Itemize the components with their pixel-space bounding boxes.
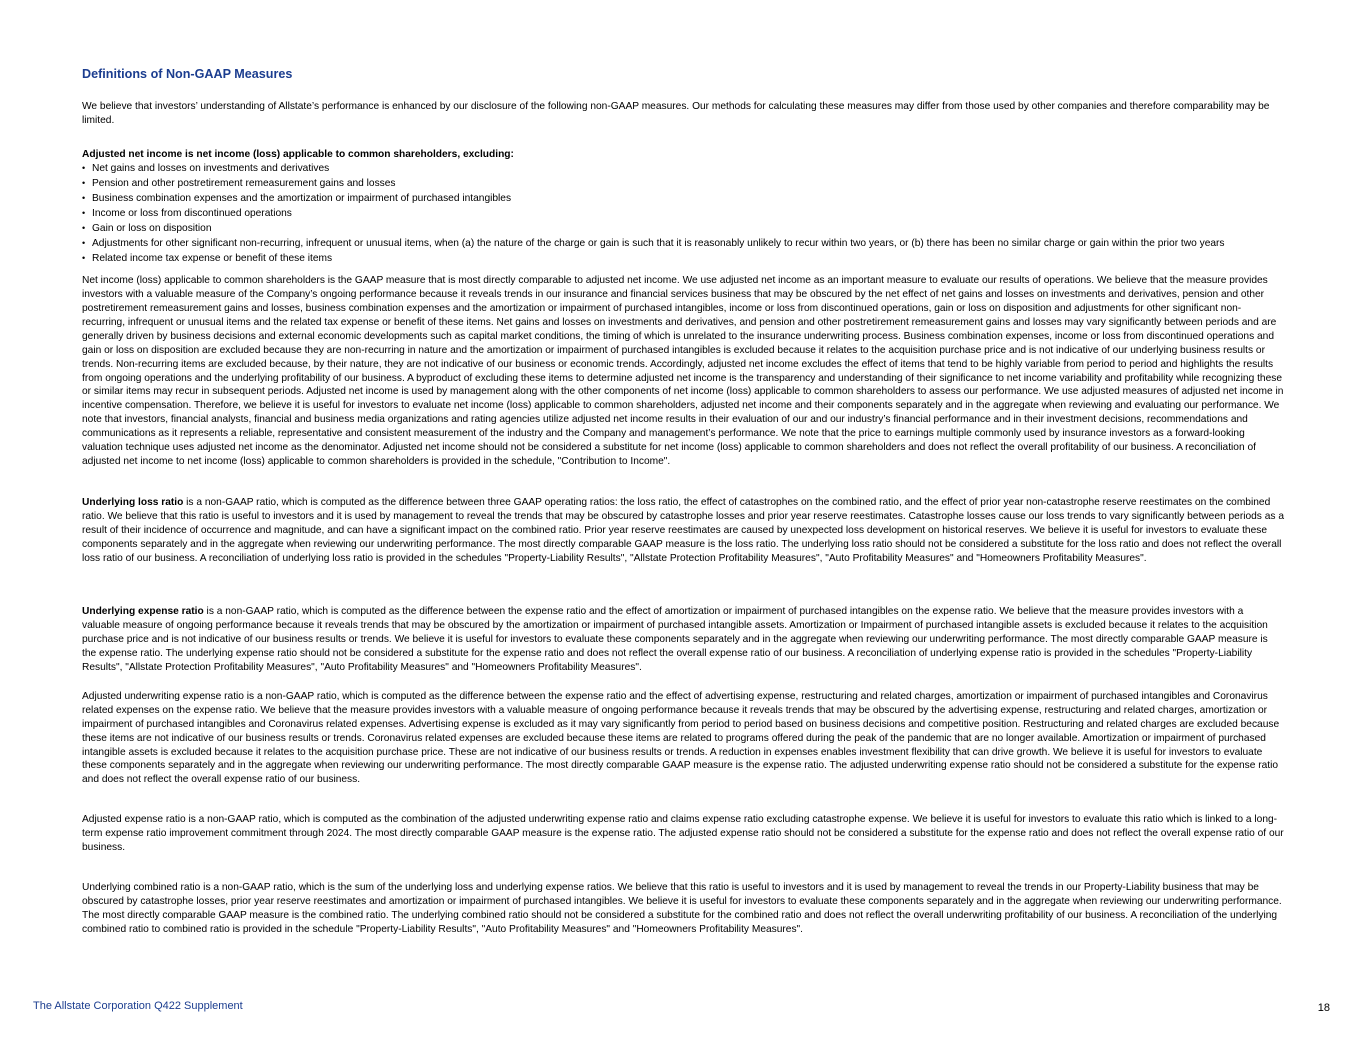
underlying-loss-ratio-paragraph xyxy=(82,496,1284,566)
underlying-expense-ratio-paragraph xyxy=(82,605,1284,675)
adjusted-net-income-exclusions-list xyxy=(82,162,1284,266)
adjusted-net-income-paragraph: Net income (loss) applicable to common shareholders is the GAAP measure that is most directly comparable to adjusted net income. We use adjusted net income as an important measure to evaluate our results of operations. We believe that the measure provides investors with a valuable measure of the Company’s ongoing performance because it reveals trends in our insurance and financial services business that may be obscured by the net effect of net gains and losses on investments and derivatives, pension and other postretirement remeasurement gains and losses, business combination expenses and the amortization or impairment of purchased intangibles, income or loss from discontinued operations, gain or loss on disposition and adjustments for other significant non-recurring, infrequent or unusual items and the related tax expense or benefit of these items. Net gains and losses on investments and derivatives, and pension and other postretirement remeasurement gains and losses may vary significantly between periods and are generally driven by business decisions and external economic developments such as capital market conditions, the timing of which is unrelated to the insurance underwriting process. Business combination expenses, income or loss from discontinued operations and gain or loss on disposition are excluded because they are non-recurring in nature and the amortization or impairment of purchased intangibles is excluded because it relates to the acquisition purchase price and is not indicative of our underlying business results or trends. Non-recurring items are excluded because, by their nature, they are not indicative of our business or economic trends. Accordingly, adjusted net income excludes the effect of items that tend to be highly variable from period to period and highlights the results from ongoing operations and the underlying profitability of our business. A byproduct of excluding these items to determine adjusted net income is the transparency and understanding of their significance to net income variability and profitability while recognizing these or similar items may recur in subsequent periods. Adjusted net income is used by management along with the other components of net income (loss) applicable to common shareholders to assess our performance. We use adjusted measures of adjusted net income in incentive compensation. Therefore, we believe it is useful for investors to evaluate net income (loss) applicable to common shareholders, adjusted net income and their components separately and in the aggregate when reviewing and evaluating our performance. We note that investors, financial analysts, financial and business media organizations and rating agencies utilize adjusted net income results in their evaluation of our and our industry’s financial performance and in their investment decisions, recommendations and communications as it represents a reliable, representative and consistent measurement of the industry and the Company and management’s performance. We note that the price to earnings multiple commonly used by insurance investors as a forward-looking valuation technique uses adjusted net income as the denominator. Adjusted net income should not be considered a substitute for net income (loss) applicable to common shareholders and does not reflect the overall profitability of our business. A reconciliation of adjusted net income to net income (loss) applicable to common shareholders is provided in the schedule, "Contribution to Income". xyxy=(82,275,1284,467)
underlying-expense-ratio-body: is a non-GAAP ratio, which is computed as the difference between the expense ratio and the effect of amortization or impairment of purchased intangibles on the expense ratio. We believe that the measure provides investors with a valuable measure of ongoing performance because it reveals trends that may be obscured by the amortization or impairment of purchased intangible assets. Amortization or Impairment of purchased intangible assets is excluded because it relates to the acquisition purchase price and is not indicative of our business results or trends. We believe it is useful for investors to evaluate these components separately and in the aggregate when reviewing our underwriting performance. The most directly comparable GAAP measure is the expense ratio. The underlying expense ratio should not be considered a substitute for the expense ratio and does not reflect the overall expense ratio of our business. A reconciliation of underlying expense ratio is provided in the schedules "Property-Liability Results", "Allstate Protection Profitability Measures", "Auto Profitability Measures" and "Homeowners Profitability Measures". xyxy=(82,606,1268,674)
footer-document-name: The Allstate Corporation Q422 Supplement xyxy=(33,1000,243,1012)
underlying-combined-ratio-paragraph: Underlying combined ratio is a non-GAAP ratio, which is the sum of the underlying loss and underlying expense ratios. We believe that this ratio is useful to investors and it is used by management to reveal the trends in our Property-Liability business that may be obscured by catastrophe losses, prior year reserve reestimates and amortization or impairment of purchased intangibles. We believe it is useful for investors to evaluate these components separately and in the aggregate when reviewing our underwriting performance. The most directly comparable GAAP measure is the combined ratio. The underlying combined ratio should not be considered a substitute for the combined ratio and does not reflect the overall underwriting profitability of our business. A reconciliation of the underlying combined ratio to combined ratio is provided in the schedule "Property-Liability Results", "Auto Profitability Measures" and "Homeowners Profitability Measures". xyxy=(82,882,1282,935)
page-number: 18 xyxy=(1317,1002,1330,1014)
list-item: • Gain or loss on disposition xyxy=(82,222,1284,236)
page-title: Definitions of Non-GAAP Measures xyxy=(82,67,293,81)
underlying-loss-ratio-body: is a non-GAAP ratio, which is computed as the difference between three GAAP operating ratios: the loss ratio, the effect of catastrophes on the combined ratio, and the effect of prior year non-catastrophe reserve reestimates on the combined ratio. We believe that this ratio is useful to investors and it is used by management to reveal the trends that may be obscured by catastrophe losses and prior year reserve reestimates. Catastrophe losses cause our loss trends to vary significantly between periods as a result of their incidence of occurrence and magnitude, and can have a significant impact on the combined ratio. Prior year reserve reestimates are caused by unexpected loss development on historical reserves. We believe it is useful for investors to evaluate these components separately and in the aggregate when reviewing our underwriting performance. The most directly comparable GAAP measure is the loss ratio. The underlying loss ratio should not be considered a substitute for the loss ratio and does not reflect the overall loss ratio of our business. A reconciliation of underlying loss ratio is provided in the schedules "Property-Liability Results", "Allstate Protection Profitability Measures", "Auto Profitability Measures" and "Homeowners Profitability Measures". xyxy=(82,496,1284,564)
list-item: • Pension and other postretirement remeasurement gains and losses xyxy=(82,177,1284,191)
adjusted-expense-ratio-paragraph: Adjusted expense ratio is a non-GAAP ratio, which is computed as the combination of the adjusted underwriting expense ratio and claims expense ratio excluding catastrophe expense. We believe it is useful for investors to evaluate this ratio which is linked to a long-term expense ratio improvement commitment through 2024. The most directly comparable GAAP measure is the expense ratio. The adjusted expense ratio should not be considered a substitute for the expense ratio and does not reflect the overall expense ratio of our business. xyxy=(82,814,1284,854)
list-item: • Net gains and losses on investments and derivatives xyxy=(82,162,1284,176)
list-item: • Business combination expenses and the amortization or impairment of purchased intangibles xyxy=(82,192,1284,206)
document-body xyxy=(82,66,1284,937)
list-item: • Income or loss from discontinued operations xyxy=(82,207,1284,221)
adjusted-net-income-heading: Adjusted net income is net income (loss) applicable to common shareholders, excluding: xyxy=(82,148,514,160)
underlying-expense-ratio-term: Underlying expense ratio xyxy=(82,606,204,618)
list-item: • Related income tax expense or benefit of these items xyxy=(82,252,1284,266)
adjusted-underwriting-expense-ratio-paragraph: Adjusted underwriting expense ratio is a non-GAAP ratio, which is computed as the difference between the expense ratio and the effect of advertising expense, restructuring and related charges, amortization or impairment of purchased intangibles and Coronavirus related expenses on the expense ratio. We believe that the measure provides investors with a valuable measure of ongoing performance because it reveals trends that may be obscured by the advertising expense, restructuring and related charges, amortization or impairment of purchased intangibles and Coronavirus related expenses. Advertising expense is excluded as it may vary significantly from period to period based on business decisions and competitive position. Restructuring and related charges are excluded because these items are not indicative of our business results or trends. Coronavirus related expenses are excluded because these items are related to programs offered during the peak of the pandemic that are no longer available. Amortization or impairment of purchased intangible assets is excluded because it relates to the acquisition purchase price. These are not indicative of our business results or trends. A reduction in expenses enables investment flexibility that can drive growth. We believe it is useful for investors to evaluate these components separately and in the aggregate when reviewing our underwriting performance. The most directly comparable GAAP measure is the expense ratio. The adjusted underwriting expense ratio should not be considered a substitute for the expense ratio and does not reflect the overall expense ratio of our business. xyxy=(82,690,1280,786)
intro-paragraph: We believe that investors’ understanding of Allstate’s performance is enhanced by our disclosure of the following non-GAAP measures. Our methods for calculating these measures may differ from those used by other companies and therefore comparability may be limited. xyxy=(82,101,1270,126)
list-item: • Adjustments for other significant non-recurring, infrequent or unusual items, when (a) the nature of the charge or gain is such that it is reasonably unlikely to recur within two years, or (b) there has been no similar charge or gain within the prior two years xyxy=(82,237,1284,251)
underlying-loss-ratio-term: Underlying loss ratio xyxy=(82,496,184,508)
